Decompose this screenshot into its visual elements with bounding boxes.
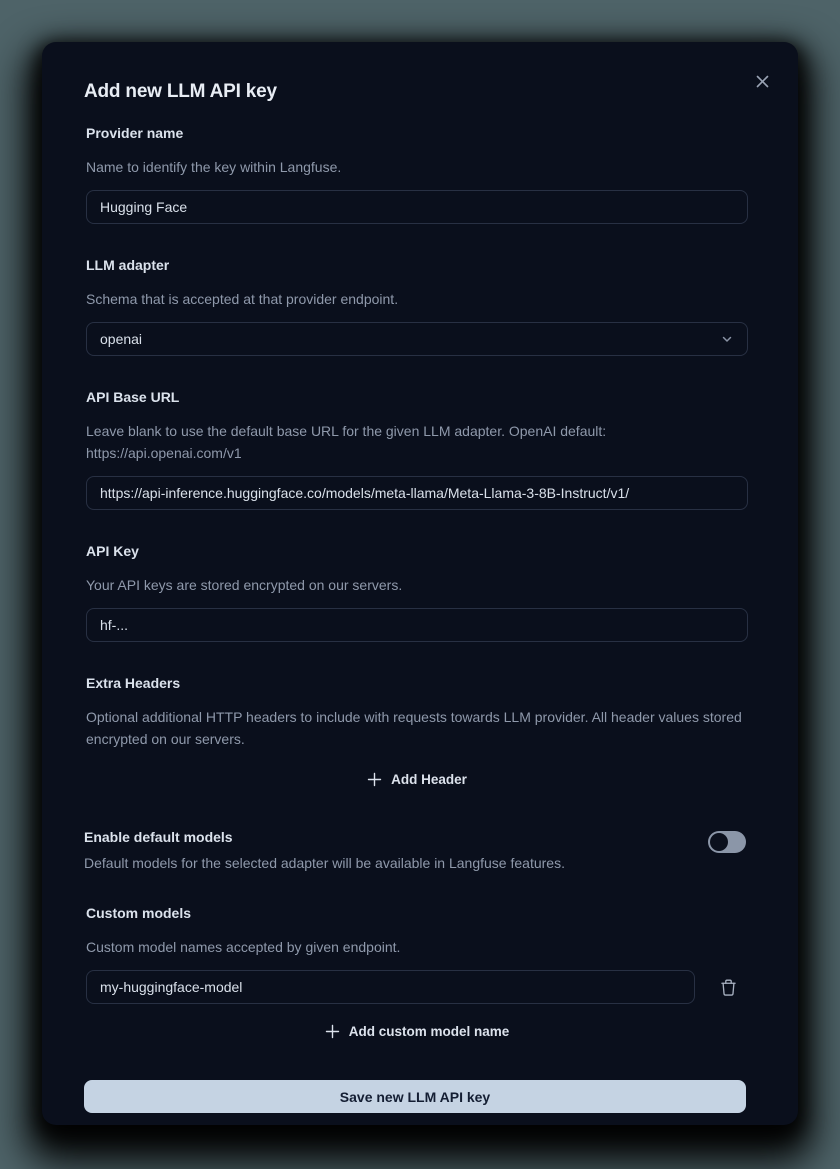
api-key-input[interactable] [86,608,748,642]
api-key-label: API Key [86,543,139,559]
enable-default-models-description: Default models for the selected adapter will be available in Langfuse features. [84,855,565,871]
llm-adapter-group [84,257,756,356]
enable-default-models-label: Enable default models [84,829,233,845]
extra-headers-label: Extra Headers [86,675,181,691]
provider-name-label: Provider name [86,125,184,141]
add-custom-model-name-button-label: Add custom model name [348,1024,510,1039]
plus-icon [367,772,382,787]
extra-headers-group [84,675,756,793]
custom-model-name-input[interactable] [86,970,695,1004]
extra-headers-description: Optional additional HTTP headers to include with requests towards LLM provider. All header values stored encrypted on our servers. [86,709,742,747]
add-llm-api-key-modal [42,42,798,1125]
toggle-thumb [710,833,728,851]
add-header-button[interactable] [359,766,475,793]
api-base-url-input[interactable] [86,476,748,510]
llm-adapter-description: Schema that is accepted at that provider endpoint. [86,291,399,307]
custom-models-description: Custom model names accepted by given endpoint. [86,939,401,955]
close-button[interactable] [751,70,773,92]
api-key-group [84,543,756,642]
plus-icon [325,1024,340,1039]
custom-models-group [84,905,756,1045]
add-header-button-label: Add Header [391,772,467,787]
api-base-url-label: API Base URL [86,389,180,405]
x-icon [755,74,770,89]
api-key-description: Your API keys are stored encrypted on our servers. [86,577,403,593]
chevron-down-icon [720,332,734,346]
add-custom-model-name-button[interactable] [317,1018,518,1045]
llm-adapter-label: LLM adapter [86,257,170,273]
modal-title: Add new LLM API key [84,81,277,102]
provider-name-input[interactable] [86,190,748,224]
delete-custom-model-button[interactable] [716,975,740,999]
save-llm-api-key-button[interactable]: Save new LLM API key [84,1080,746,1113]
llm-adapter-selected-value: openai [100,331,143,347]
provider-name-description: Name to identify the key within Langfuse. [86,159,342,175]
api-base-url-group [84,389,756,510]
enable-default-models-toggle[interactable] [708,831,746,853]
provider-name-group [84,125,756,224]
enable-default-models-group [84,829,746,874]
llm-adapter-select[interactable] [86,322,748,356]
trash-icon [720,978,737,997]
custom-models-label: Custom models [86,905,192,921]
api-base-url-description: Leave blank to use the default base URL for the given LLM adapter. OpenAI default: https://api.openai.com/v1 [86,423,607,461]
